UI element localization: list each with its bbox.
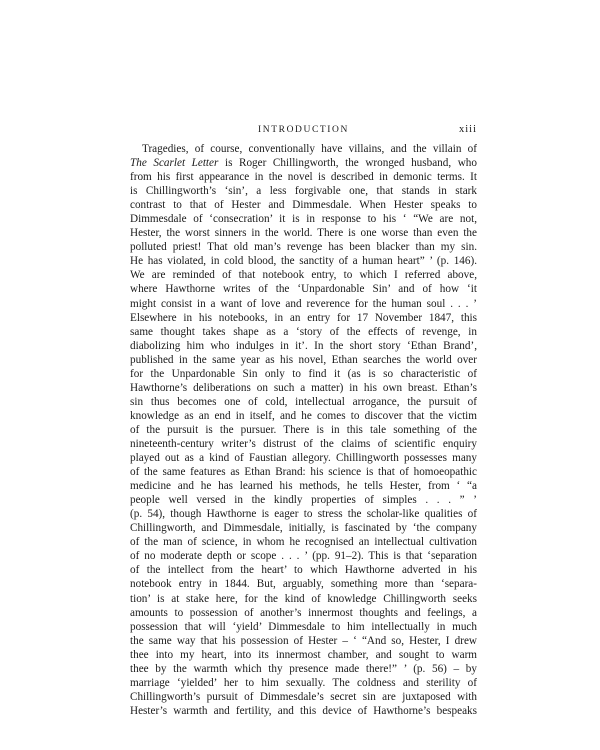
text-line: nineteenth-century writer’s distrust of the claims of scientific enquiry xyxy=(130,437,477,450)
text-line: possession that will ‘yield’ Dimmesdale to him intellectually in much xyxy=(130,620,477,633)
text-line: thee by the warmth which thy presence made there!” ’ (p. 56) – by xyxy=(130,662,477,675)
text-line: thee into my heart, into its innermost chamber, and sought to warm xyxy=(130,648,477,661)
text-line: Chillingworth’s pursuit of Dimmesdale’s secret sin are juxtaposed with xyxy=(130,690,477,703)
body-text xyxy=(130,142,477,718)
text-line: of the same features as Ethan Brand: his science is that of homoeopathic xyxy=(130,466,477,479)
text-line: of the man of science, in whom he recognised an intellectual cultivation xyxy=(130,536,477,549)
text-line: tion’ is at stake here, for the kind of knowledge Chillingworth seeks xyxy=(130,592,477,605)
text-line: We are reminded of that notebook entry, to which I referred above, xyxy=(130,269,477,282)
text-line: played out as a kind of Faustian allegory. Chillingworth possesses many xyxy=(130,452,477,465)
text-line: might consist in a want of love and reverence for the human soul . . . ’ xyxy=(130,297,477,310)
text-line: He has violated, in cold blood, the sanctity of a human heart” ’ (p. 146). xyxy=(130,255,477,268)
text-line: Chillingworth, and Dimmesdale, initially, is fascinated by ‘the company xyxy=(130,522,477,535)
text-line: Hester, the worst sinners in the world. There is one worse than even the xyxy=(130,227,477,240)
text-line: contrast to that of Hester and Dimmesdale. When Hester speaks to xyxy=(130,199,477,212)
text-line: (p. 54), though Hawthorne is eager to stress the scholar-like qualities of xyxy=(130,508,477,521)
text-line: marriage ‘yielded’ her to him sexually. The coldness and sterility of xyxy=(130,676,477,689)
text-line: people well versed in the kindly properties of simples . . . ” ’ xyxy=(130,494,477,507)
running-head xyxy=(130,123,477,137)
text-line: of the intellect from the heart’ to which Hawthorne adverted in his xyxy=(130,564,477,577)
text-line: where Hawthorne writes of the ‘Unpardonable Sin’ and of how ‘it xyxy=(130,283,477,296)
text-line: Tragedies, of course, conventionally have villains, and the villain of xyxy=(142,143,477,155)
text-line: medicine and he has learned his methods, he tells Hester, from ‘ “a xyxy=(130,480,477,493)
text-line xyxy=(130,156,477,170)
text-line: published in the same year as his novel, Ethan searches the world over xyxy=(130,353,477,366)
text-line: diabolizing him who indulges in it’. In the short story ‘Ethan Brand’, xyxy=(130,339,477,352)
text-line: notebook entry in 1844. But, arguably, something more than ‘separa- xyxy=(130,578,477,591)
text-line: Dimmesdale of ‘consecration’ it is in response to his ‘ “We are not, xyxy=(130,213,477,226)
text-line-rest: is Roger Chillingworth, the wronged husband, who xyxy=(218,157,477,170)
text-line: sin thus becomes one of cold, intellectual arrogance, the pursuit of xyxy=(130,395,477,408)
text-line: knowledge as an end in itself, and he comes to discover that the victim xyxy=(130,409,477,422)
book-title: The Scarlet Letter xyxy=(130,157,219,170)
text-line: the same way that his possession of Hester – ‘ “And so, Hester, I drew xyxy=(130,634,477,647)
text-line: from his first appearance in the novel is described in demonic terms. It xyxy=(130,171,477,184)
text-line: is Chillingworth’s ‘sin’, a less forgivable one, that stands in stark xyxy=(130,185,477,198)
page-number: xiii xyxy=(458,124,477,135)
text-line: for the Unpardonable Sin only to find it (as is so characteristic of xyxy=(130,367,477,380)
text-line: amounts to possession of another’s innermost thoughts and feelings, a xyxy=(130,606,477,619)
text-line: Hawthorne’s deliberations on such a matter) in his own breast. Ethan’s xyxy=(130,381,477,394)
text-line: Hester’s warmth and fertility, and this device of Hawthorne’s bespeaks xyxy=(130,704,477,717)
text-line: Elsewhere in his notebooks, in an entry for 17 November 1847, this xyxy=(130,311,477,324)
text-line: polluted priest! That old man’s revenge has been blacker than my sin. xyxy=(130,241,477,254)
text-line: same thought takes shape as a ‘story of the effects of revenge, in xyxy=(130,325,477,338)
running-title: INTRODUCTION xyxy=(258,125,349,135)
text-line: of the pursuit is the pursuer. There is in this tale something of the xyxy=(130,423,477,436)
text-line: of no moderate depth or scope . . . ’ (pp. 91–2). This is that ‘separation xyxy=(130,550,477,563)
